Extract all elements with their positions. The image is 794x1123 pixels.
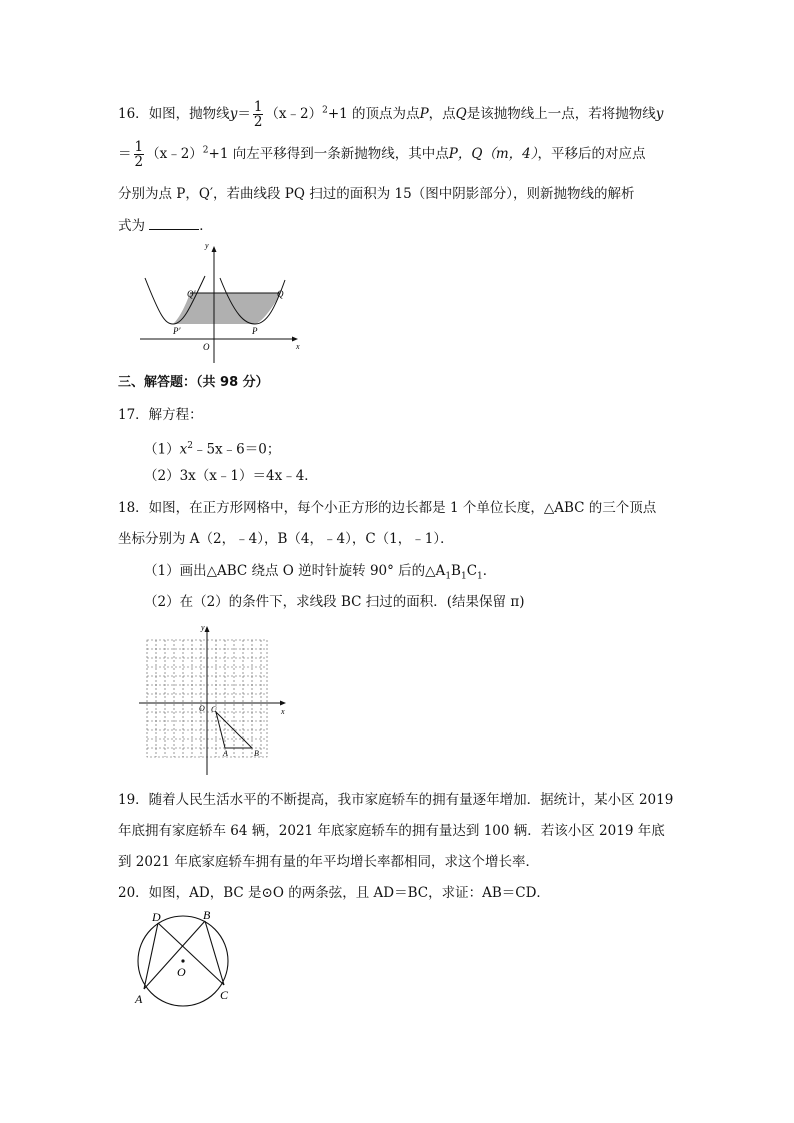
q19-line-1: 19．随着人民生活水平的不断提高，我市家庭轿车的拥有量逐年增加．据统计，某小区 2019 <box>118 792 674 808</box>
q18-part-2: （2）在（2）的条件下，求线段 BC 扫过的面积．(结果保留 π) <box>144 594 525 610</box>
fig18-b-label: B <box>254 749 259 758</box>
q16-line-3: 分别为点 P，Q′，若曲线段 PQ 扫过的面积为 15（图中阴影部分），则新抛物线的解析 <box>118 186 635 202</box>
fig20-d-label: D <box>152 910 161 924</box>
q18-line-2: 坐标分别为 A（2，﹣4），B（4，﹣4），C（1，﹣1）． <box>118 531 454 547</box>
fig16-x-label: x <box>296 342 300 351</box>
q17-part-2: （2）3x（x﹣1）＝4x﹣4． <box>144 468 318 484</box>
q17-part-1: $(1)x^2﹣5x﹣6=0$； <box>144 441 281 458</box>
q16-number: 16． <box>118 106 149 122</box>
q18-grid-figure <box>135 620 295 780</box>
fig16-q-label: Q <box>277 289 284 299</box>
fig18-y-label: y <box>201 623 205 632</box>
fig16-q-prime-label: Q′ <box>187 289 196 299</box>
q19-line-3: 到 2021 年底家庭轿车拥有量的年平均增长率都相同，求这个增长率． <box>118 854 539 870</box>
section-heading: 三、解答题：（共 98 分） <box>118 375 269 390</box>
fig18-c-label: C <box>211 705 217 714</box>
q16-line-4: 式为 ． <box>118 218 213 234</box>
fig20-c-label: C <box>220 988 229 1002</box>
q18-part-1: （1）画出△ABC 绕点 O 逆时针旋转 90° 后的$\triangle A_1B_1C_1$． <box>144 563 497 582</box>
q16-line-2: ＝ $\frac{1}{2}$ （x﹣2）$^2$+1 向左平移得到一条新抛物线，其中点P，Q（m，4），平移后的对应点 <box>118 139 646 170</box>
fig20-b-label: B <box>203 908 211 922</box>
fig16-p-label: P <box>252 326 258 336</box>
fig18-x-label: x <box>281 707 285 716</box>
fig20-o-label: O <box>177 965 186 979</box>
fraction-half: $\frac{1}{2}$ <box>253 99 263 130</box>
fig20-a-label: A <box>135 992 143 1006</box>
q20-line-1: 20．如图，AD，BC 是⊙O 的两条弦，且 AD＝BC，求证：AB＝CD． <box>118 885 550 901</box>
answer-blank[interactable] <box>149 217 199 230</box>
q19-line-2: 年底拥有家庭轿车 64 辆，2021 年底家庭轿车的拥有量达到 100 辆．若该小区 2019 年底 <box>118 823 665 839</box>
fig18-a-label: A <box>223 749 228 758</box>
fig16-y-label: y <box>205 241 209 250</box>
q16-parabola-figure <box>135 238 310 366</box>
fig16-origin-label: O <box>203 342 210 352</box>
fraction-half-2: $\frac{1}{2}$ <box>134 139 144 170</box>
q18-line-1: 18．如图，在正方形网格中，每个小正方形的边长都是 1 个单位长度，△ABC 的三个顶点 <box>118 500 657 516</box>
fig16-p-prime-label: P′ <box>173 326 181 336</box>
q17-heading: 17．解方程： <box>118 407 203 423</box>
q20-circle-figure <box>130 903 240 1008</box>
q16-line-1: 16．如图，抛物线y＝ $\frac{1}{2}$ （x﹣2）$^2$+1 的顶点为点P，点Q是该抛物线上一点，若将抛物线y <box>118 99 664 130</box>
fig18-origin-label: O <box>199 704 205 713</box>
